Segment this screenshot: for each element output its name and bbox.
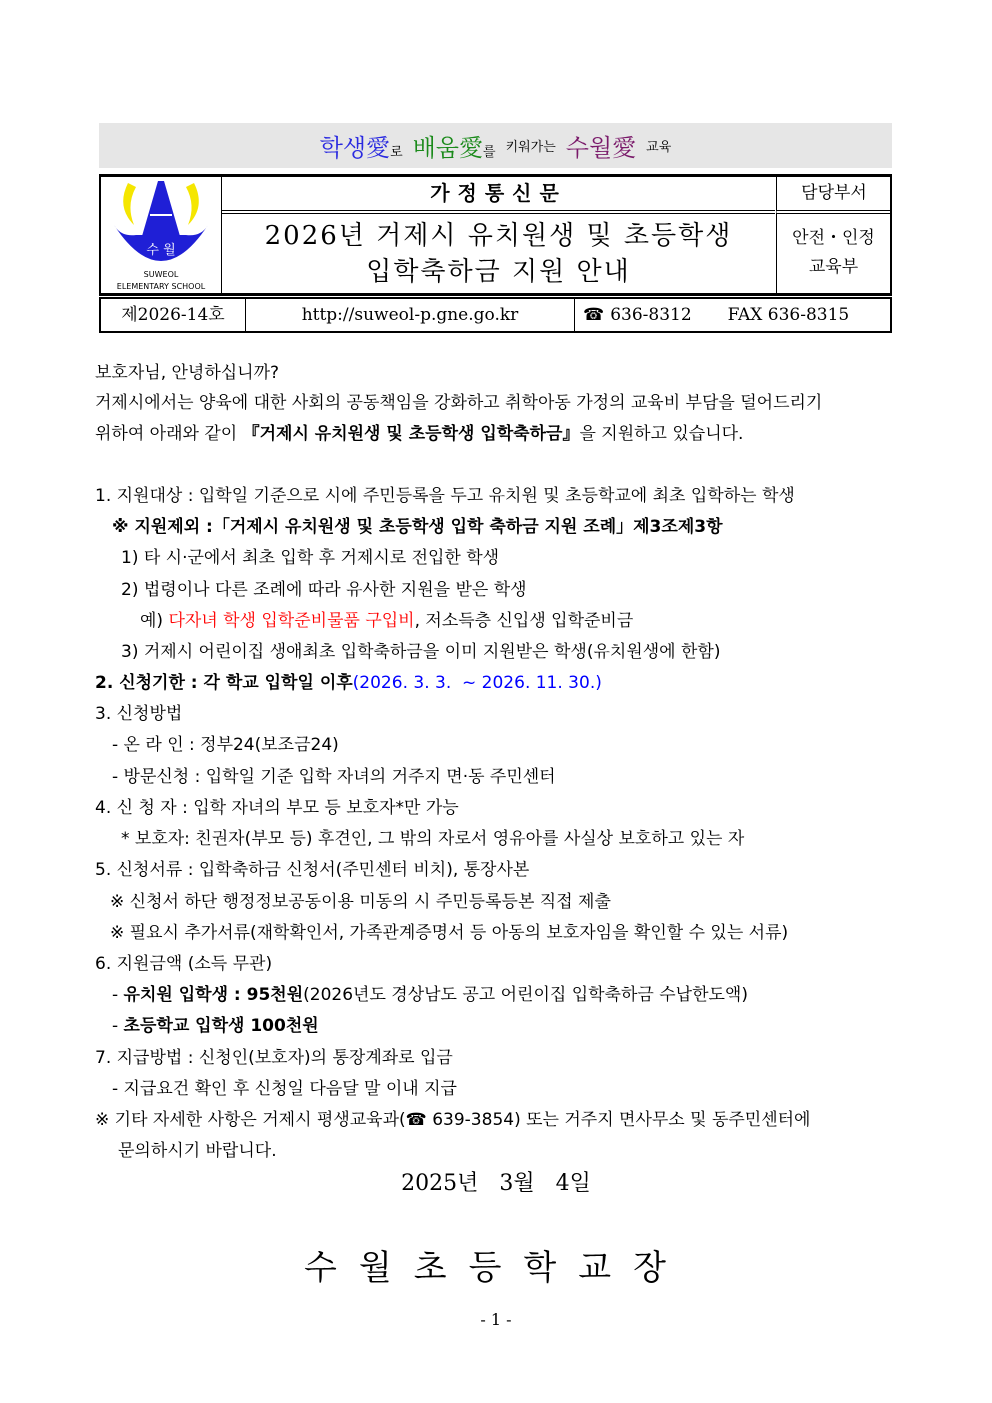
text-line (112, 1074, 457, 1099)
bold-text: ※ 지원제외 :「거제시 유치원생 및 초등학생 입학 축하금 지원 조례」제3조제3항 (112, 517, 723, 537)
text-line (95, 1105, 810, 1130)
text-segment: 3. 신청방법 (95, 704, 183, 724)
text-line (112, 1011, 319, 1036)
doc-type-title: 가정통신문 (222, 177, 775, 214)
text-segment: - 지급요건 확인 후 신청일 다음달 말 이내 지급 (112, 1079, 457, 1099)
text-segment: (2026년도 경상남도 공고 어린이집 입학축하금 수납한도액) (303, 985, 748, 1005)
logo-name: ELEMENTARY SCHOOL (116, 282, 206, 291)
bold-text: 초등학교 입학생 100천원 (123, 1016, 319, 1036)
text-segment: 위하여 아래와 같이 (95, 424, 243, 444)
text-line (95, 1043, 453, 1068)
text-line (112, 730, 339, 755)
school-principal: 수월초등학교장 (304, 1248, 688, 1288)
bold-text: 『거제시 유치원생 및 초등학생 입학축하금』 (242, 424, 580, 444)
text-segment: 예) (140, 611, 169, 631)
school-slogan (99, 123, 892, 168)
school-url[interactable]: http://suweol-p.gne.go.kr (246, 299, 575, 331)
text-segment: 5. 신청서류 : 입학축하금 신청서(주민센터 비치), 통장사본 (95, 860, 530, 880)
text-segment: ※ 신청서 하단 행정정보공동이용 미동의 시 주민등록등본 직접 제출 (110, 892, 611, 912)
text-line (118, 1136, 277, 1161)
text-segment: 7. 지급방법 : 신청인(보호자)의 통장계좌로 입금 (95, 1048, 453, 1068)
text-line (110, 918, 788, 943)
logo-name: SUWEOL (143, 270, 179, 279)
text-segment: 거제시에서는 양육에 대한 사회의 공동책임을 강화하고 취학아동 가정의 교육비 부담을 덜어드리기 (95, 393, 823, 413)
text-segment: ※ 기타 자세한 사항은 거제시 평생교육과(☎ 639-3854) 또는 거주지 면사무소 및 동주민센터에 (95, 1110, 811, 1130)
text-line (95, 855, 529, 880)
page-number: - 1 - (480, 1310, 512, 1329)
slogan-part: 로 (390, 145, 403, 160)
text-line (112, 762, 556, 787)
department-line: 교육부 (808, 257, 859, 277)
slogan-part: 를 (483, 145, 496, 160)
text-line (110, 887, 611, 912)
text-line (95, 668, 602, 693)
phone-icon: ☎ (583, 305, 605, 325)
bold-text: 유치원 입학생 : 95천원 (123, 985, 304, 1005)
slogan-part: 교육 (646, 140, 672, 155)
text-segment: , 저소득층 신입생 입학준비금 (414, 611, 634, 631)
text-segment: 문의하시기 바랍니다. (118, 1141, 277, 1161)
slogan-part: 배움愛 (412, 134, 483, 162)
department (776, 214, 890, 293)
slogan-part: 학생愛 (319, 134, 391, 162)
text-segment: * 보호자: 친권자(부모 등) 후견인, 그 밖의 자로서 영유아를 사실상 보호하고 있는 자 (121, 829, 745, 849)
text-line (121, 575, 527, 600)
text-line (95, 388, 822, 413)
phone-number: 636-8312 (610, 305, 692, 325)
text-line (121, 637, 720, 662)
newsletter-header (99, 174, 892, 296)
text-segment: - 방문신청 : 입학일 기준 입학 자녀의 거주지 면·동 주민센터 (112, 767, 556, 787)
date-range-text: (2026. 3. 3. ~ 2026. 11. 30.) (352, 673, 602, 693)
school-logo (101, 177, 222, 293)
text-line (95, 793, 459, 818)
text-segment: 6. 지원금액 (소득 무관) (95, 954, 273, 974)
department-label: 담당부서 (776, 177, 891, 214)
info-bar (99, 297, 892, 333)
bold-text: 2. 신청기한 : 각 학교 입학일 이후 (95, 673, 353, 693)
doc-number: 제2026-14호 (101, 299, 246, 331)
text-segment: 을 지원하고 있습니다. (579, 424, 744, 444)
text-line (140, 606, 633, 631)
text-line (112, 980, 748, 1005)
text-segment: 1. 지원대상 : 입학일 기준으로 시에 주민등록을 두고 유치원 및 초등학교에 최초 입학하는 학생 (95, 486, 795, 506)
text-line (95, 949, 272, 974)
subject-title (222, 214, 775, 293)
subject-line: 입학축하금 지원 안내 (366, 257, 631, 287)
text-segment: 4. 신 청 자 : 입학 자녀의 부모 등 보호자*만 가능 (95, 798, 459, 818)
text-line (95, 358, 279, 383)
fax-number: FAX 636-8315 (727, 305, 850, 325)
text-segment: - 온 라 인 : 정부24(보조금24) (112, 735, 339, 755)
subject-line: 2026년 거제시 유치원생 및 초등학생 (264, 221, 733, 251)
text-segment: 보호자님, 안녕하십니까? (95, 363, 280, 383)
text-line (95, 699, 182, 724)
text-line (121, 824, 744, 849)
slogan-part: 수월愛 (565, 134, 637, 162)
text-line (112, 512, 723, 537)
svg-text:수 월: 수 월 (146, 243, 176, 258)
text-segment: 3) 거제시 어린이집 생애최초 입학축하금을 이미 지원받은 학생(유치원생에 한함) (121, 642, 721, 662)
text-line (95, 419, 743, 444)
text-segment: 1) 타 시·군에서 최초 입학 후 거제시로 전입한 학생 (121, 548, 500, 568)
text-segment: ※ 필요시 추가서류(재학확인서, 가족관계증명서 등 아동의 보호자임을 확인할 수 있는 서류) (110, 923, 789, 943)
text-segment: - (112, 985, 124, 1005)
text-segment: - (112, 1016, 124, 1036)
text-segment: 2) 법령이나 다른 조례에 따라 유사한 지원을 받은 학생 (121, 580, 527, 600)
issue-date: 2025년 3월 4일 (401, 1171, 591, 1196)
text-line (95, 481, 795, 506)
department-line: 안전・인정 (792, 228, 875, 248)
school-emblem-icon (106, 177, 216, 265)
text-line (121, 543, 499, 568)
highlight-text: 다자녀 학생 입학준비물품 구입비 (168, 611, 415, 631)
contact-cell (575, 299, 890, 331)
slogan-part: 키워가는 (505, 140, 556, 155)
